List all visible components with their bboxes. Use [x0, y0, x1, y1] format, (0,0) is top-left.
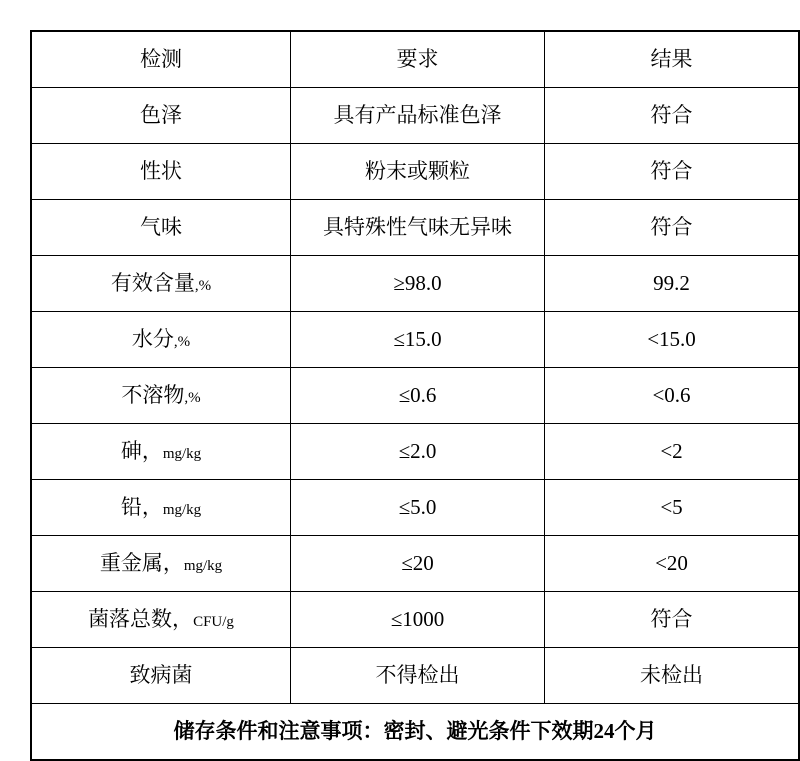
table-row: [31, 480, 799, 536]
table-row: [31, 368, 799, 424]
item-label: 水分: [131, 326, 174, 351]
item-label: 有效含量: [110, 270, 195, 295]
cell-item: [31, 144, 291, 200]
cell-requirement: ≤20: [291, 536, 545, 592]
item-unit: ,%: [173, 333, 191, 350]
table-row: [31, 312, 799, 368]
column-header-item: 检测: [31, 31, 291, 88]
cell-result: <0.6: [545, 368, 800, 424]
cell-requirement: ≤15.0: [291, 312, 545, 368]
table-row: [31, 536, 799, 592]
item-label: 砷，: [120, 438, 163, 463]
item-unit: ,%: [194, 277, 212, 294]
cell-requirement: 具特殊性气味无异味: [291, 200, 545, 256]
column-header-requirement: 要求: [291, 31, 545, 88]
cell-item: [31, 368, 291, 424]
cell-item: [31, 312, 291, 368]
cell-result: <20: [545, 536, 800, 592]
table-row: [31, 256, 799, 312]
cell-result: 未检出: [545, 648, 800, 704]
cell-item: [31, 256, 291, 312]
cell-item: [31, 88, 291, 144]
specification-table: [30, 30, 800, 761]
cell-item: [31, 648, 291, 704]
cell-requirement: ≤1000: [291, 592, 545, 648]
cell-result: 符合: [545, 200, 800, 256]
cell-result: 符合: [545, 144, 800, 200]
item-label: 菌落总数，: [88, 606, 194, 631]
table-row: [31, 88, 799, 144]
cell-item: [31, 424, 291, 480]
cell-requirement: ≤2.0: [291, 424, 545, 480]
cell-result: 符合: [545, 88, 800, 144]
cell-result: 符合: [545, 592, 800, 648]
cell-requirement: 不得检出: [291, 648, 545, 704]
item-unit: mg/kg: [183, 557, 223, 574]
table-footer-row: [31, 704, 799, 761]
table-row: [31, 648, 799, 704]
item-unit: CFU/g: [193, 613, 234, 630]
cell-item: [31, 536, 291, 592]
column-header-result: 结果: [545, 31, 800, 88]
item-unit: ,%: [184, 389, 201, 406]
storage-note: 储存条件和注意事项：密封、避光条件下效期24个月: [31, 704, 799, 761]
cell-requirement: ≤0.6: [291, 368, 545, 424]
cell-result: <15.0: [545, 312, 800, 368]
cell-result: <5: [545, 480, 800, 536]
item-label: 气味: [140, 214, 182, 239]
cell-result: 99.2: [545, 256, 800, 312]
cell-requirement: ≤5.0: [291, 480, 545, 536]
item-unit: mg/kg: [162, 501, 202, 518]
table-row: [31, 592, 799, 648]
item-label: 重金属，: [99, 550, 184, 575]
table-row: [31, 200, 799, 256]
item-unit: mg/kg: [162, 445, 202, 462]
table-header-row: [31, 31, 799, 88]
item-label: 铅，: [120, 494, 163, 519]
table-row: [31, 424, 799, 480]
table-row: [31, 144, 799, 200]
cell-result: <2: [545, 424, 800, 480]
table-body: [31, 31, 799, 760]
item-label: 性状: [140, 158, 182, 183]
item-label: 不溶物: [121, 382, 185, 407]
cell-item: [31, 592, 291, 648]
cell-item: [31, 480, 291, 536]
item-label: 色泽: [140, 102, 182, 127]
cell-requirement: ≥98.0: [291, 256, 545, 312]
cell-requirement: 具有产品标准色泽: [291, 88, 545, 144]
item-label: 致病菌: [129, 662, 193, 687]
cell-item: [31, 200, 291, 256]
cell-requirement: 粉末或颗粒: [291, 144, 545, 200]
